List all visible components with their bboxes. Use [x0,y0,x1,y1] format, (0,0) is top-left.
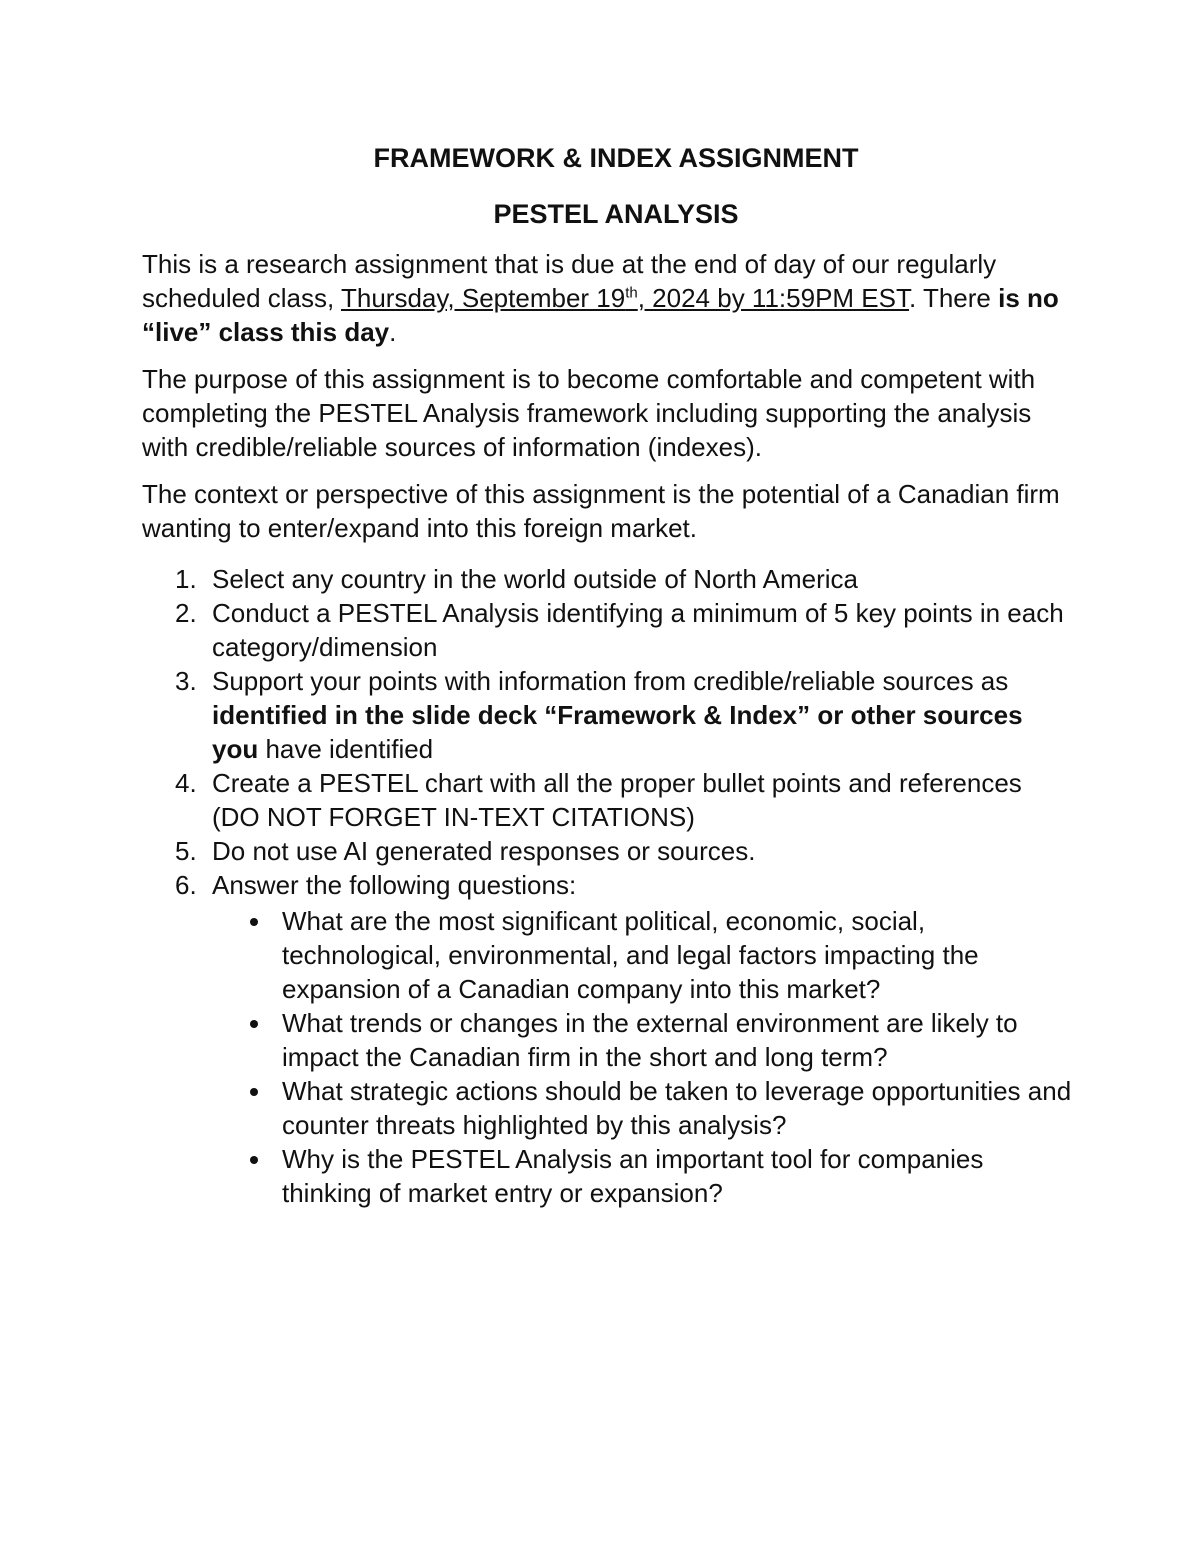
step-text-bold: identified in the slide deck “Framework & Index” or other sources you [212,700,1023,764]
questions-list [212,904,1072,1210]
list-item [142,868,1072,1210]
list-item [142,834,1072,868]
due-date-prefix: Thursday, September 19 [340,283,626,313]
list-item [212,1142,1072,1210]
bullet-icon [250,1088,258,1096]
step-number: 2. [175,598,197,628]
step-text: Support your points with information from credible/reliable sources as [212,666,1009,696]
list-item [142,766,1072,834]
bullet-icon [250,918,258,926]
list-item [142,596,1072,664]
step-number: 6. [175,870,197,900]
question-text: What trends or changes in the external environment are likely to impact the Canadian firm in the short and long term? [282,1008,1018,1072]
document-body [142,140,1072,1210]
intro-end: . [389,317,397,347]
due-date-ordinal: th [625,284,638,302]
step-number: 4. [175,768,197,798]
list-item [212,1074,1072,1142]
list-item [142,664,1072,766]
intro-text-continued: . There [908,283,999,313]
bullet-icon [250,1020,258,1028]
step-text: Conduct a PESTEL Analysis identifying a minimum of 5 key points in each category/dimension [212,598,1064,662]
bullet-icon [250,1156,258,1164]
list-item [142,562,1072,596]
step-text-end: have identified [258,734,434,764]
step-text: Create a PESTEL chart with all the proper bullet points and references (DO NOT FORGET IN-TEXT CITATIONS) [212,768,1022,832]
document-title: FRAMEWORK & INDEX ASSIGNMENT [373,143,859,173]
purpose-paragraph: The purpose of this assignment is to become comfortable and competent with completing the PESTEL Analysis framework including supporting the analysis with credible/reliable sources of information (indexes). [142,364,1036,462]
step-number: 1. [175,564,197,594]
document-subtitle: PESTEL ANALYSIS [493,199,739,229]
due-date-suffix: , 2024 by 11:59PM EST [637,283,909,313]
context-paragraph: The context or perspective of this assignment is the potential of a Canadian firm wanting to enter/expand into this foreign market. [142,479,1060,543]
due-date [341,283,909,313]
question-text: What strategic actions should be taken to leverage opportunities and counter threats highlighted by this analysis? [282,1076,1072,1140]
step-text: Do not use AI generated responses or sources. [212,836,756,866]
step-number: 3. [175,666,197,696]
steps-list [142,562,1072,1210]
step-text: Answer the following questions: [212,870,577,900]
step-text: Select any country in the world outside of North America [212,564,858,594]
list-item [212,1006,1072,1074]
question-text: What are the most significant political, economic, social, technological, environmental, and legal factors impacting the expansion of a Canadian company into this market? [282,906,979,1004]
no-live-class-notice: is no “live” class this day [142,283,1059,347]
question-text: Why is the PESTEL Analysis an important tool for companies thinking of market entry or expansion? [282,1144,984,1208]
intro-paragraph [142,247,1072,349]
list-item [212,904,1072,1006]
intro-text: This is a research assignment that is due at the end of day of our regularly scheduled class, [142,249,997,313]
step-number: 5. [175,836,197,866]
